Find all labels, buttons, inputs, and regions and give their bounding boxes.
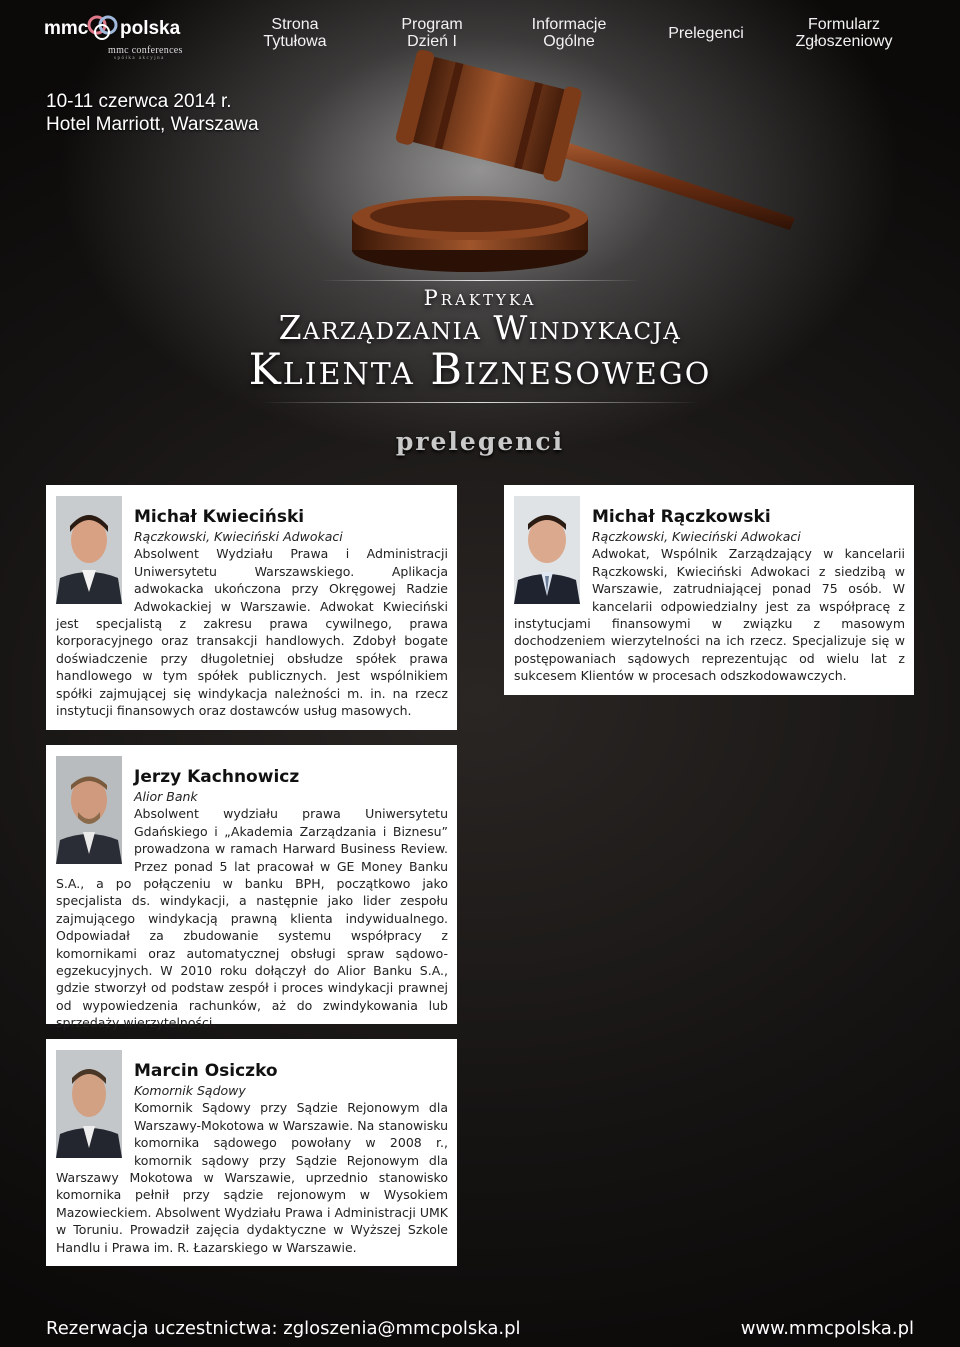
nav-label-line1: Strona (271, 16, 319, 33)
nav-prelegenci[interactable] (660, 25, 752, 42)
speaker-photo (56, 756, 122, 864)
speaker-bio: Absolwent wydziału prawa Uniwersytetu Gdańskiego i „Akademia Zarządzania i Biznesu” prowadzona w ramach Harward Business Review. Przez ponad 5 lat pracował w GE Money Banku S.A., a po połączeniu w banku BPH, początkowo jako specjalista ds. windykacji, a następnie jako lider zespołu zajmującego windykacją prawną klienta indywidualnego. Odpowiadał za zbudowanie systemu współpracy z komornikami oraz automatycznej obsługi spraw sądowo-egzekucyjnych. W 2010 roku dołączył do Alior Banku S.A., gdzie stworzył od podstaw zespół i proces windykacji prawnej od wypowiedzenia rachunków, aż do zwindykowania lub sprzedaży wierzytelności. (56, 806, 448, 1031)
speaker-bio: Komornik Sądowy przy Sądzie Rejonowym dla Warszawy-Mokotowa w Warszawie. Na stanowisku komornika sądowego powołany w 2008 r., komornik sądowy przy Sądzie Rejonowym dla Warszawy Mokotowa w Warszawie, uprzednio stanowisko komornika pełnił przy sądzie rejonowym w Wysokiem Mazowieckiem. Absolwent Wydziału Prawa i Administracji UMK w Toruniu. Prowadził zajęcia dydaktyczne w Wyższej Szkole Handlu i Prawa im. R. Łazarskiego w Warszawie. (56, 1100, 448, 1255)
reservation-email-link[interactable]: Rezerwacja uczestnictwa: zgloszenia@mmcpolska.pl (46, 1318, 521, 1339)
nav-label-line2: Ogólne (543, 33, 595, 50)
website-link[interactable]: www.mmcpolska.pl (740, 1318, 914, 1339)
nav-label-line2: Zgłoszeniowy (795, 33, 893, 50)
speaker-firm: Komornik Sądowy (134, 1083, 246, 1098)
speaker-bio: Adwokat, Wspólnik Zarządzający w kancelarii Rączkowski, Kwieciński Adwokaci z siedzibą w Warszawie, zatrudniającej ponad 75 osób. W kancelarii odpowiedzialny jest za współpracę z instytucjami finansowymi w związku z masowym dochodzeniem wierzytelności na ich rzecz. Specjalizuje się w postępowaniach sądowych reprezentując od wielu lat z sukcesem Klientów w procesach odszkodowawczych. (514, 546, 905, 684)
speaker-card-raczkowski (504, 485, 914, 695)
speaker-card-kachnowicz (46, 745, 457, 1031)
logo-subline: spółka akcyjna (114, 56, 165, 61)
speaker-name: Michał Rączkowski (592, 507, 771, 527)
speaker-name: Michał Kwieciński (134, 507, 305, 527)
gavel-icon (340, 50, 800, 280)
nav-strona-tytulowa[interactable] (255, 16, 335, 50)
speaker-bio: Absolwent Wydziału Prawa i Administracji Uniwersytetu Warszawskiego. Aplikacja adwokacka ukończona przy Okręgowej Radzie Adwokackiej w Warszawie. Adwokat Kwieciński jest specjalistą z zakresu prawa cywilnego, prawa korporacyjnego oraz transakcji handlowych. Zdobył bogate doświadczenie przy długoletniej obsłudze spółek prawa handlowego w tym spółek publicznych. Jest wspólnikiem spółki zajmującej się windykacja należności m. in. na rzecz instytucji finansowych oraz dostawców usług masowych. (56, 546, 448, 719)
speaker-name: Jerzy Kachnowicz (134, 767, 300, 787)
speaker-firm: Rączkowski, Kwieciński Adwokaci (592, 529, 801, 544)
speaker-card-kwiecinski (46, 485, 457, 730)
nav-label-line1: Formularz (807, 16, 880, 33)
title-line-praktyka: Praktyka (423, 286, 537, 310)
nav-label-line1: Informacje (531, 16, 607, 33)
title-divider-bottom (260, 402, 700, 403)
speaker-photo (56, 496, 122, 604)
nav-label-line1: Program (401, 16, 463, 33)
title-line-zarzadzania: Zarządzania Windykacją (278, 308, 682, 347)
speaker-photo (56, 1050, 122, 1158)
title-line-klienta: Klienta Biznesowego (248, 345, 712, 395)
logo-polska-text: polska (120, 18, 181, 39)
nav-informacje-ogolne[interactable] (524, 16, 614, 50)
nav-program-dzien[interactable] (392, 16, 472, 50)
title-divider-top (320, 280, 640, 281)
speaker-card-osiczko (46, 1039, 457, 1266)
nav-formularz-zgloszeniowy[interactable] (790, 16, 898, 50)
event-venue: Hotel Marriott, Warszawa (46, 114, 259, 135)
section-title-prelegenci: prelegenci (395, 427, 565, 456)
event-info (46, 90, 259, 136)
speaker-photo (514, 496, 580, 604)
speaker-firm: Rączkowski, Kwieciński Adwokaci (134, 529, 343, 544)
event-date: 10-11 czerwca 2014 r. (46, 91, 232, 112)
logo-mmc-text: mmc (44, 18, 89, 39)
mmc-polska-logo[interactable] (44, 14, 184, 62)
nav-label-line2: Dzień I (407, 33, 457, 50)
logo-rings-icon (86, 14, 120, 42)
logo-conferences-text: mmc conferences (108, 45, 183, 56)
speaker-firm: Alior Bank (134, 789, 198, 804)
nav-label-line1: Prelegenci (668, 25, 744, 42)
nav-label-line2: Tytułowa (263, 33, 327, 50)
speaker-name: Marcin Osiczko (134, 1061, 278, 1081)
